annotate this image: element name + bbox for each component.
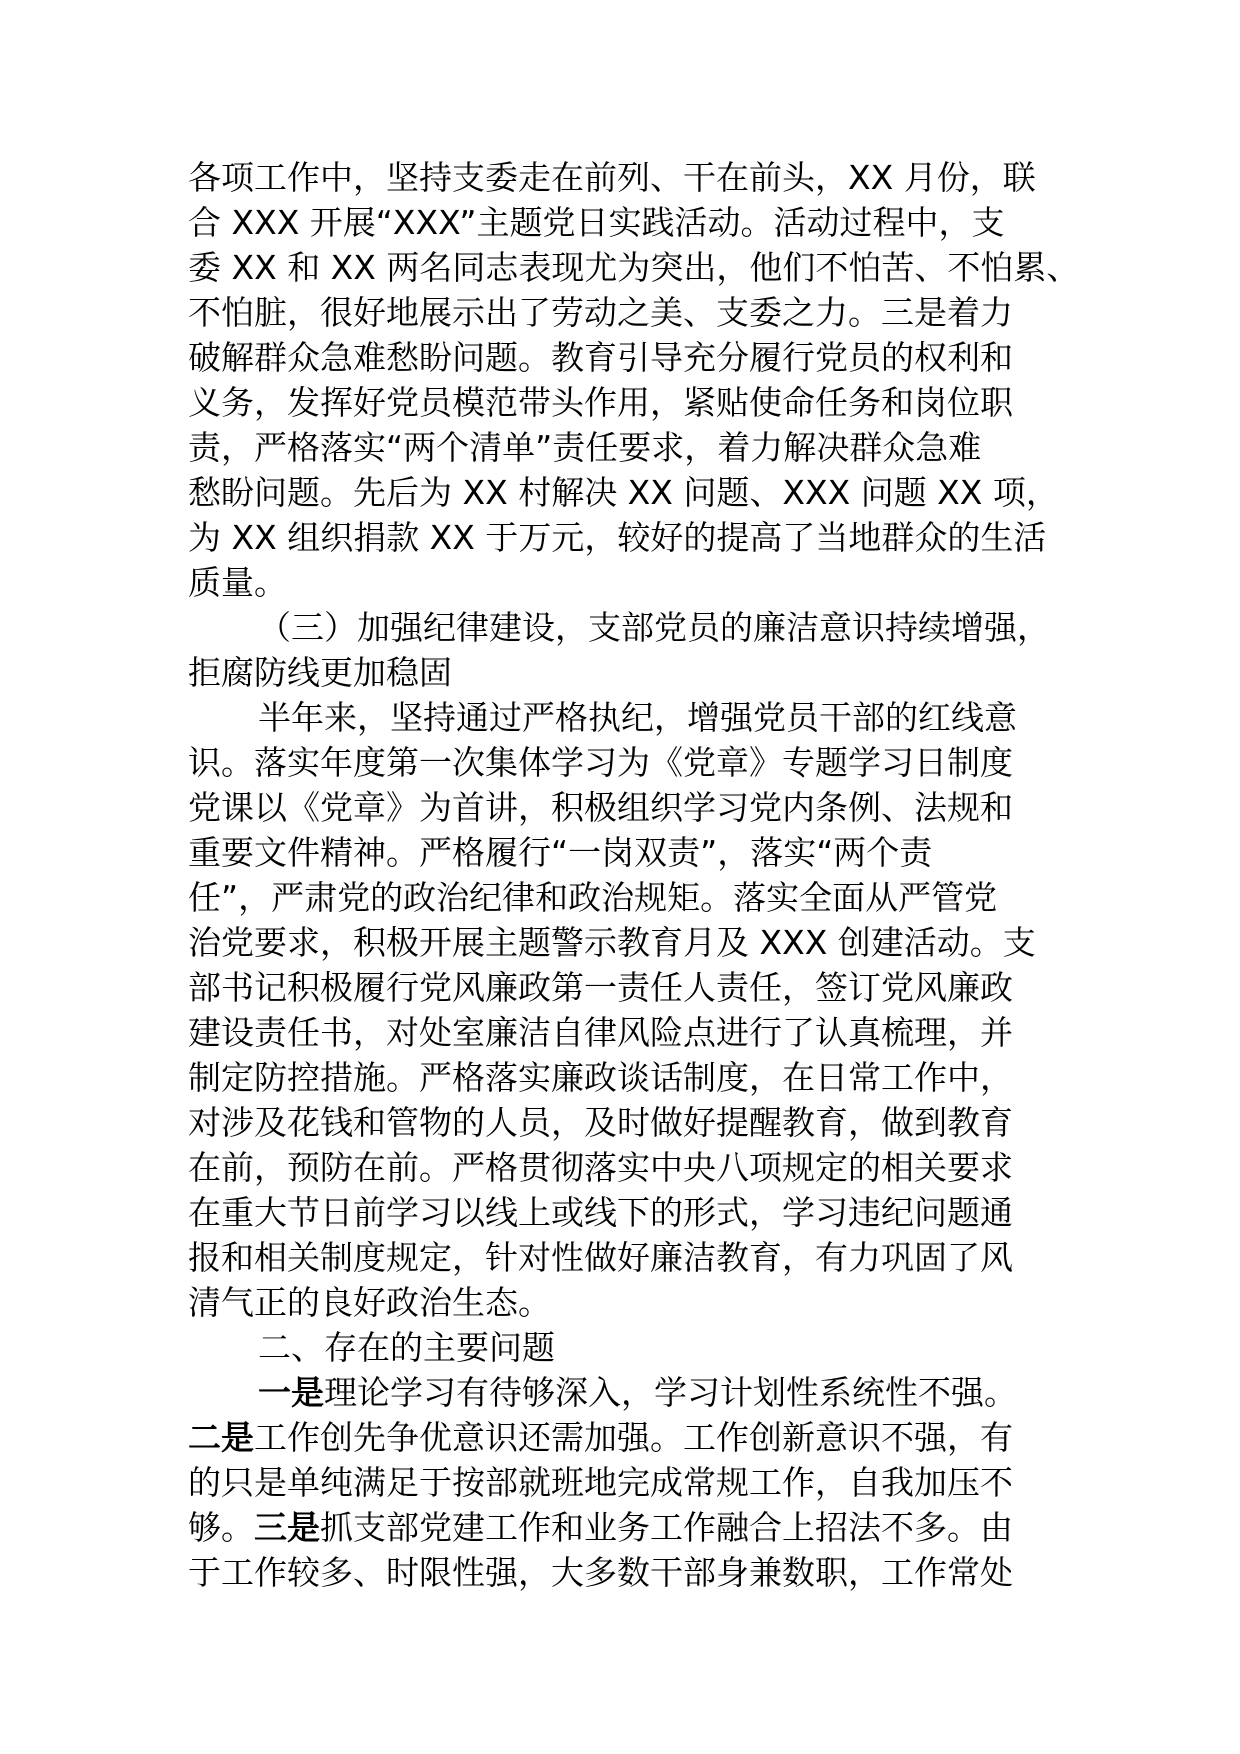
paragraph-text: 理论学习有待够深入，学习计划性系统性不强。 — [324, 1373, 1017, 1412]
paragraph-line: 建设责任书，对处室廉洁自律风险点进行了认真梳理，并 — [188, 1013, 1013, 1052]
bold-lead: 一是 — [258, 1373, 324, 1412]
paragraph-line: 制定防控措施。严格落实廉政谈话制度，在日常工作中， — [188, 1058, 1013, 1097]
paragraph-line: 于工作较多、时限性强，大多数干部身兼数职，工作常处 — [188, 1553, 1013, 1592]
paragraph-line: 清气正的良好政治生态。 — [188, 1283, 551, 1322]
paragraph-text: 工作创先争优意识还需加强。工作创新意识不强，有 — [254, 1418, 1013, 1457]
section-heading: 二、存在的主要问题 — [258, 1328, 555, 1367]
paragraph-line: 重要文件精神。严格履行“一岗双责”，落实“两个责 — [188, 833, 933, 872]
paragraph-line: 的只是单纯满足于按部就班地完成常规工作，自我加压不 — [188, 1463, 1013, 1502]
paragraph-line: 部书记积极履行党风廉政第一责任人责任，签订党风廉政 — [188, 968, 1013, 1007]
paragraph-line: 治党要求，积极开展主题警示教育月及 XXX 创建活动。支 — [188, 923, 1036, 962]
section-heading: （三）加强纪律建设，支部党员的廉洁意识持续增强， — [258, 608, 1050, 647]
paragraph-line: 合 XXX 开展“XXX”主题党日实践活动。活动过程中，支 — [188, 203, 1005, 242]
paragraph-line — [188, 1505, 1013, 1551]
paragraph-line: 党课以《党章》为首讲，积极组织学习党内条例、法规和 — [188, 788, 1013, 827]
paragraph-line — [188, 1415, 1013, 1461]
paragraph-text: 抓支部党建工作和业务工作融合上招法不多。由 — [320, 1508, 1013, 1547]
paragraph-line: 对涉及花钱和管物的人员，及时做好提醒教育，做到教育 — [188, 1103, 1013, 1142]
bold-lead: 三是 — [254, 1508, 320, 1547]
paragraph-line: 各项工作中，坚持支委走在前列、干在前头，XX 月份，联 — [188, 158, 1036, 197]
paragraph-line: 愁盼问题。先后为 XX 村解决 XX 问题、XXX 问题 XX 项， — [188, 473, 1059, 512]
paragraph-line: 责，严格落实“两个清单”责任要求，着力解决群众急难 — [188, 428, 982, 467]
paragraph-line: 半年来，坚持通过严格执纪，增强党员干部的红线意 — [258, 698, 1017, 737]
paragraph-line: 在重大节日前学习以线上或线下的形式，学习违纪问题通 — [188, 1193, 1013, 1232]
paragraph-line: 义务，发挥好党员模范带头作用，紧贴使命任务和岗位职 — [188, 383, 1013, 422]
paragraph-line: 识。落实年度第一次集体学习为《党章》专题学习日制度 — [188, 743, 1013, 782]
paragraph-line: 为 XX 组织捐款 XX 于万元，较好的提高了当地群众的生活 — [188, 518, 1047, 557]
paragraph-line: 委 XX 和 XX 两名同志表现尤为突出，他们不怕苦、不怕累、 — [188, 248, 1080, 287]
paragraph-line: 任”，严肃党的政治纪律和政治规矩。落实全面从严管党 — [188, 878, 998, 917]
paragraph-text: 够。 — [188, 1508, 254, 1547]
section-heading-continued: 拒腐防线更加稳固 — [188, 653, 452, 692]
paragraph-line: 质量。 — [188, 563, 287, 602]
paragraph-line: 在前，预防在前。严格贯彻落实中央八项规定的相关要求 — [188, 1148, 1013, 1187]
paragraph-line: 破解群众急难愁盼问题。教育引导充分履行党员的权利和 — [188, 338, 1013, 377]
bold-lead: 二是 — [188, 1418, 254, 1457]
paragraph-line: 报和相关制度规定，针对性做好廉洁教育，有力巩固了风 — [188, 1238, 1013, 1277]
paragraph-line — [258, 1370, 1017, 1416]
paragraph-line: 不怕脏，很好地展示出了劳动之美、支委之力。三是着力 — [188, 293, 1013, 332]
